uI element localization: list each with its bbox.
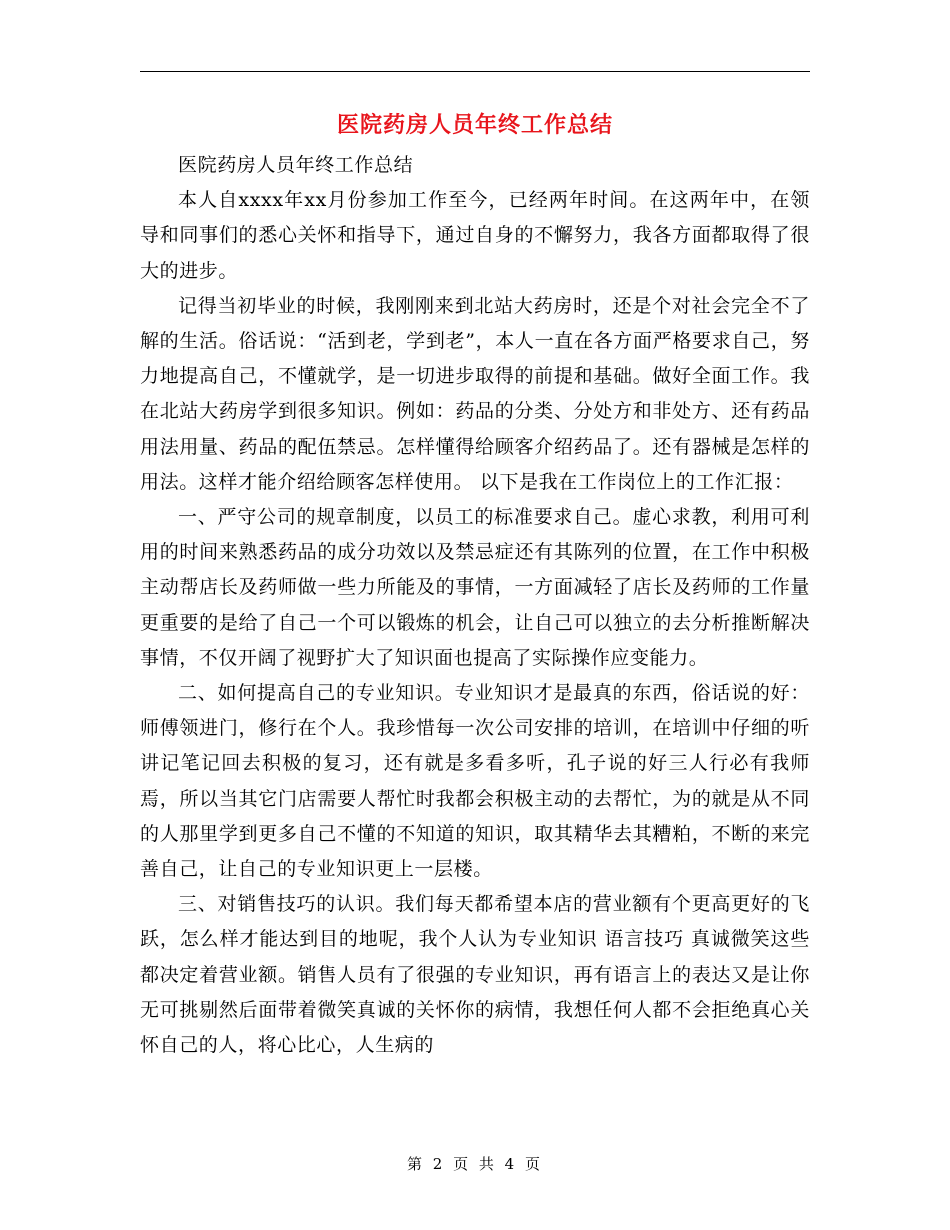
header-rule <box>140 71 810 72</box>
paragraph-intro: 本人自xxxx年xx月份参加工作至今，已经两年时间。在这两年中，在领导和同事们的悉心关怀和指导下，通过自身的不懈努力，我各方面都取得了很大的进步。 <box>140 189 810 282</box>
paragraph-point-three: 三、对销售技巧的认识。我们每天都希望本店的营业额有个更高更好的飞跃，怎么样才能达到目的地呢，我个人认为专业知识 语言技巧 真诚微笑这些都决定着营业额。销售人员有了很强的专业知识，再有语言上的表达又是让你无可挑剔然后面带着微笑真诚的关怀你的病情，我想任何人都不会拒绝真心关怀自己的人，将心比心，人生病的 <box>140 893 810 1057</box>
paragraph-background: 记得当初毕业的时候，我刚刚来到北站大药房时，还是个对社会完全不了解的生活。俗话说：“活到老，学到老”，本人一直在各方面严格要求自己，努力地提高自己，不懂就学，是一切进步取得的前提和基础。做好全面工作。我在北站大药房学到很多知识。例如：药品的分类、分处方和非处方、还有药品用法用量、药品的配伍禁忌。怎样懂得给顾客介绍药品了。还有器械是怎样的用法。这样才能介绍给顾客怎样使用。 以下是我在工作岗位上的工作汇报： <box>140 294 810 493</box>
document-body <box>140 148 810 1063</box>
paragraph-subtitle: 医院药房人员年终工作总结 <box>178 154 414 176</box>
paragraph-point-two: 二、如何提高自己的专业知识。专业知识才是最真的东西，俗话说的好：师傅领进门，修行在个人。我珍惜每一次公司安排的培训，在培训中仔细的听讲记笔记回去积极的复习，还有就是多看多听，孔子说的好三人行必有我师焉，所以当其它门店需要人帮忙时我都会积极主动的去帮忙，为的就是从不同的人那里学到更多自己不懂的不知道的知识，取其精华去其糟粕，不断的来完善自己，让自己的专业知识更上一层楼。 <box>140 682 810 881</box>
page-number-footer: 第 2 页 共 4 页 <box>407 1155 543 1173</box>
paragraph-point-one: 一、严守公司的规章制度，以员工的标准要求自己。虚心求教，利用可利用的时间来熟悉药品的成分功效以及禁忌症还有其陈列的位置，在工作中积极主动帮店长及药师做一些力所能及的事情，一方面减轻了店长及药师的工作量更重要的是给了自己一个可以锻炼的机会，让自己可以独立的去分析推断解决事情，不仅开阔了视野扩大了知识面也提高了实际操作应变能力。 <box>140 506 810 669</box>
document-title: 医院药房人员年终工作总结 <box>336 112 613 138</box>
